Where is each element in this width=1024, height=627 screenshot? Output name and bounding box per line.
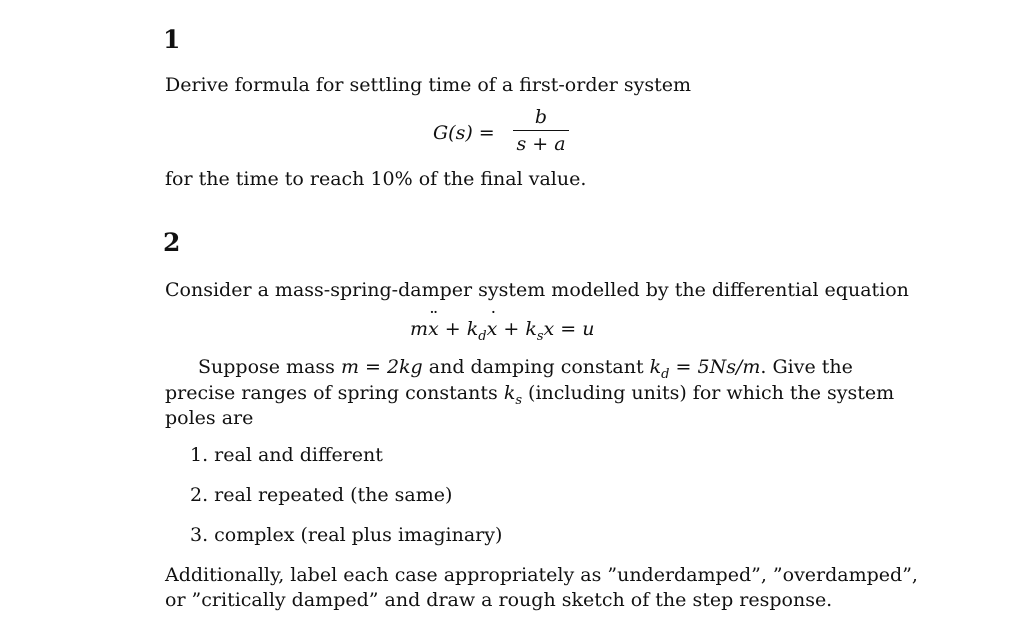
para-ks: k: [503, 382, 516, 404]
section-1-number: 1: [163, 25, 181, 54]
closing-line-2: or ”critically damped” and draw a rough sketch of the step response.: [165, 589, 833, 611]
eq-kd-sub: d: [478, 329, 487, 344]
section-2-intro: Consider a mass-spring-damper system modelled by the differential equation: [165, 279, 909, 301]
list-item: 1. real and different: [190, 444, 383, 466]
formula-lhs: [433, 122, 495, 144]
para-kd-sub: d: [661, 367, 670, 382]
eq-plus-1: +: [438, 318, 467, 340]
para-kd: k: [649, 356, 662, 378]
eq-kd: k: [466, 318, 479, 340]
eq-x-dot: ˙ x: [487, 318, 498, 340]
para-line-1: [198, 356, 853, 382]
para-mass-value: m = 2kg: [340, 356, 423, 378]
formula-numerator: b: [534, 106, 548, 128]
eq-x: x: [543, 318, 555, 340]
eq-ks-sub: s: [536, 329, 544, 344]
para-line-3: poles are: [165, 407, 254, 429]
eq-ks: k: [525, 318, 537, 340]
para-line-2-b: (including units) for which the system: [522, 382, 895, 404]
eq-equals: =: [554, 318, 583, 340]
formula-lhs-text: G(s) =: [433, 122, 495, 144]
list-item: 2. real repeated (the same): [190, 484, 453, 506]
section-2-number: 2: [163, 228, 181, 257]
fraction-bar: [513, 130, 569, 131]
para-line-2-a: precise ranges of spring constants: [165, 382, 504, 404]
formula-fraction: [513, 106, 569, 155]
eq-m: m: [410, 318, 429, 340]
differential-equation: [410, 318, 595, 344]
section-1-intro: Derive formula for settling time of a first-order system: [165, 74, 691, 96]
section-1-outro: for the time to reach 10% of the final value.: [165, 168, 587, 190]
eq-u: u: [582, 318, 595, 340]
para-damping-value: = 5Ns/m: [669, 356, 761, 378]
list-item: 3. complex (real plus imaginary): [190, 524, 503, 546]
para-line-1-a: Suppose mass: [198, 356, 341, 378]
eq-plus-2: +: [497, 318, 526, 340]
closing-line-1: Additionally, label each case appropriately as ”underdamped”, ”overdamped”,: [165, 564, 918, 586]
eq-x-ddot: ¨ x: [428, 318, 439, 340]
para-line-1-b: and damping constant: [422, 356, 650, 378]
para-line-2: [165, 382, 895, 408]
para-ks-sub: s: [515, 393, 522, 408]
formula-denominator: s + a: [516, 133, 566, 155]
para-line-1-d: . Give the: [760, 356, 853, 378]
